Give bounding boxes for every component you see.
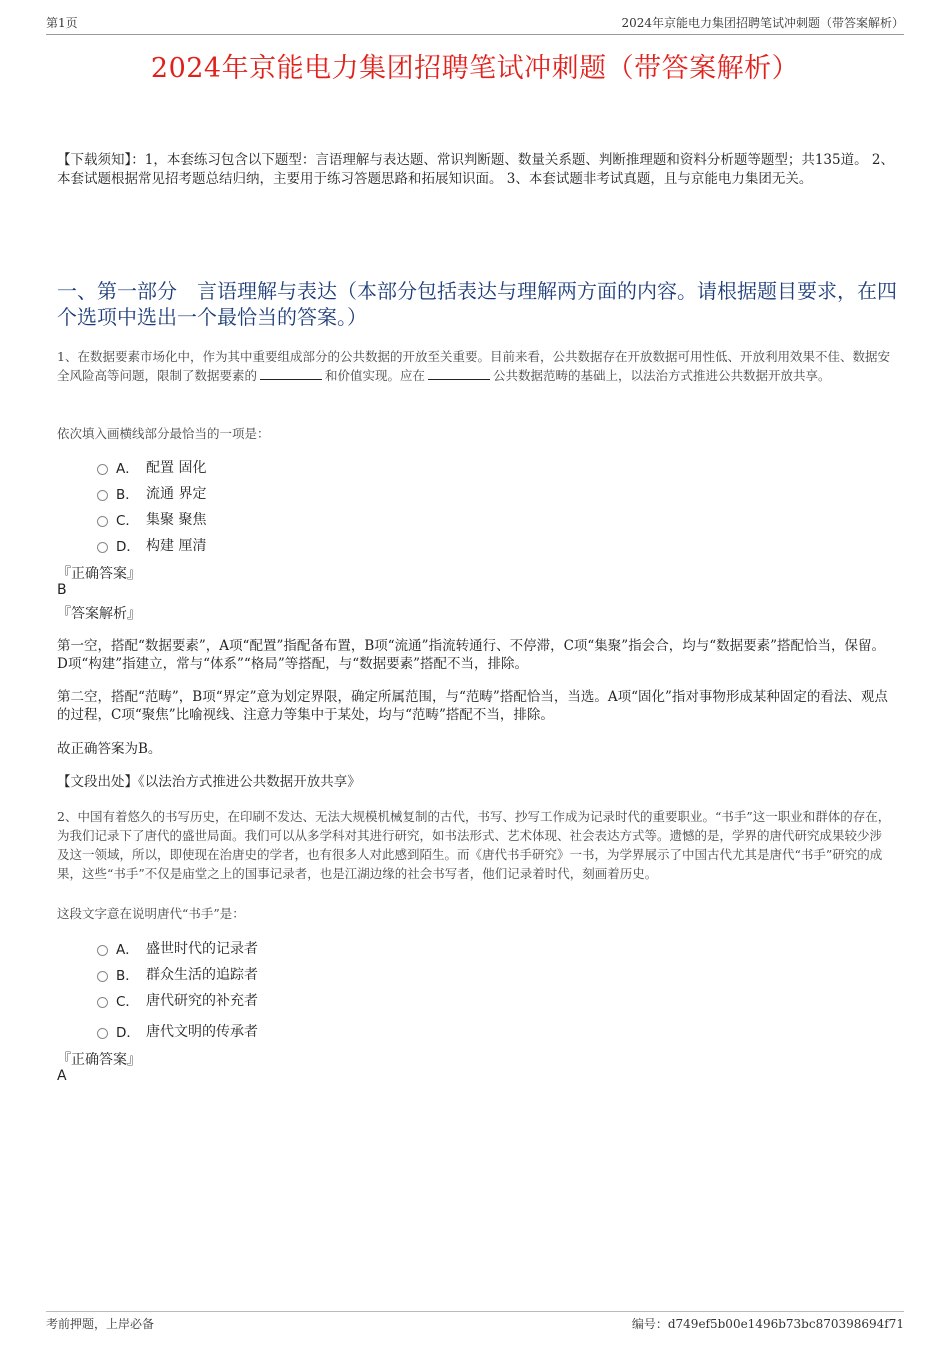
- q1-stem-part-a: 1、在数据要素市场化中，作为其中重要组成部分的公共数据的开放至关重要。目前来看，公共数据存在开放数据可用性低、开放利用效果不佳、数据安全风险高等问题，限制了数据要素的: [57, 349, 890, 383]
- header-doc-title: 2024年京能电力集团招聘笔试冲刺题（带答案解析）: [621, 16, 904, 30]
- radio-icon[interactable]: [97, 1028, 108, 1039]
- option-text: 集聚 聚焦: [146, 512, 207, 528]
- option-label: A．: [116, 461, 139, 477]
- q1-option-b[interactable]: [97, 483, 206, 503]
- option-text: 构建 厘清: [146, 538, 207, 554]
- q2-prompt: 这段文字意在说明唐代“书手”是：: [57, 906, 245, 921]
- q2-option-c[interactable]: [97, 990, 258, 1010]
- option-label: C．: [116, 994, 139, 1010]
- footer-serial-number: 编号：d749ef5b00e1496b73bc870398694f71: [631, 1317, 904, 1331]
- option-label: C．: [116, 513, 139, 529]
- option-text: 唐代文明的传承者: [146, 1024, 258, 1040]
- option-label: A．: [116, 942, 139, 958]
- q1-analysis-paragraph-1: 第一空，搭配“数据要素”，A项“配置”指配备布置，B项“流通”指流转通行、不停滞，C项“集聚”指会合，均与“数据要素”搭配恰当，保留。D项“构建”指建立，常与“体系”“格局”等搭配，与“数据要素”搭配不当，排除。: [57, 638, 886, 672]
- option-label: B．: [116, 968, 139, 984]
- q1-stem-part-c: 公共数据范畴的基础上，以法治方式推进公共数据开放共享。: [493, 368, 831, 383]
- radio-icon[interactable]: [97, 490, 108, 501]
- q1-option-a[interactable]: [97, 457, 206, 477]
- option-label: D．: [116, 1025, 140, 1041]
- download-notice: 【下载须知】：1，本套练习包含以下题型：言语理解与表达题、常识判断题、数量关系题、判断推理题和资料分析题等题型；共135道。 2、本套试题根据常见招考题总结归纳，主要用于练习答题思路和拓展知识面。 3、本套试题非考试真题，且与京能电力集团无关。: [57, 152, 894, 187]
- document-title: 2024年京能电力集团招聘笔试冲刺题（带答案解析）: [150, 53, 800, 84]
- q2-answer-heading: 『正确答案』: [57, 1052, 141, 1068]
- footer-slogan: 考前押题，上岸必备: [46, 1317, 155, 1331]
- q1-analysis-paragraph-2: 第二空，搭配“范畴”，B项“界定”意为划定界限，确定所属范围，与“范畴”搭配恰当，当选。A项“固化”指对事物形成某种固定的看法、观点的过程，C项“聚焦”比喻视线、注意力等集中于某处，均与“范畴”搭配不当，排除。: [57, 689, 888, 723]
- question-1-stem: [57, 347, 891, 385]
- option-label: D．: [116, 539, 140, 555]
- option-text: 群众生活的追踪者: [146, 967, 258, 983]
- radio-icon[interactable]: [97, 464, 108, 475]
- page-number: 第1页: [46, 16, 78, 30]
- option-text: 配置 固化: [146, 460, 207, 476]
- q2-option-d[interactable]: [97, 1021, 258, 1041]
- q1-answer-heading: 『正确答案』: [57, 566, 141, 582]
- q1-prompt: 依次填入画横线部分最恰当的一项是：: [57, 426, 270, 441]
- q1-source: 【文段出处】《以法治方式推进公共数据开放共享》: [57, 774, 361, 790]
- q2-answer: A: [57, 1068, 67, 1084]
- radio-icon[interactable]: [97, 997, 108, 1008]
- page-header: [46, 14, 904, 35]
- radio-icon[interactable]: [97, 971, 108, 982]
- q1-stem-part-b: 和价值实现。应在: [325, 368, 426, 383]
- q1-analysis-heading: 『答案解析』: [57, 606, 141, 622]
- radio-icon[interactable]: [97, 542, 108, 553]
- page-footer: [46, 1311, 904, 1334]
- question-2-stem: 2、中国有着悠久的书写历史，在印刷不发达、无法大规模机械复制的古代，书写、抄写工作成为记录时代的重要职业。“书手”这一职业和群体的存在，为我们记录下了唐代的盛世局面。我们可以从多学科对其进行研究，如书法形式、艺术体现、社会表达方式等。遗憾的是，学界的唐代研究成果较少涉及这一领域，所以，即使现在治唐史的学者，也有很多人对此感到陌生。而《唐代书手研究》一书，为学界展示了中国古代尤其是唐代“书手”研究的成果，这些“书手”不仅是庙堂之上的国事记录者，也是江湖边缘的社会书写者，他们记录着时代，刻画着历史。: [57, 809, 891, 881]
- q1-conclusion: 故正确答案为B。: [57, 741, 162, 757]
- q2-option-a[interactable]: [97, 938, 258, 958]
- section-heading: 一、第一部分 言语理解与表达（本部分包括表达与理解两方面的内容。请根据题目要求，在四个选项中选出一个最恰当的答案。）: [57, 279, 897, 329]
- option-text: 盛世时代的记录者: [146, 941, 258, 957]
- q2-option-b[interactable]: [97, 964, 258, 984]
- option-label: B．: [116, 487, 139, 503]
- q1-option-c[interactable]: [97, 509, 206, 529]
- fill-blank-2: [428, 367, 490, 380]
- fill-blank-1: [260, 367, 322, 380]
- q1-answer: B: [57, 582, 67, 598]
- radio-icon[interactable]: [97, 516, 108, 527]
- q1-option-d[interactable]: [97, 535, 206, 555]
- option-text: 流通 界定: [146, 486, 207, 502]
- option-text: 唐代研究的补充者: [146, 993, 258, 1009]
- radio-icon[interactable]: [97, 945, 108, 956]
